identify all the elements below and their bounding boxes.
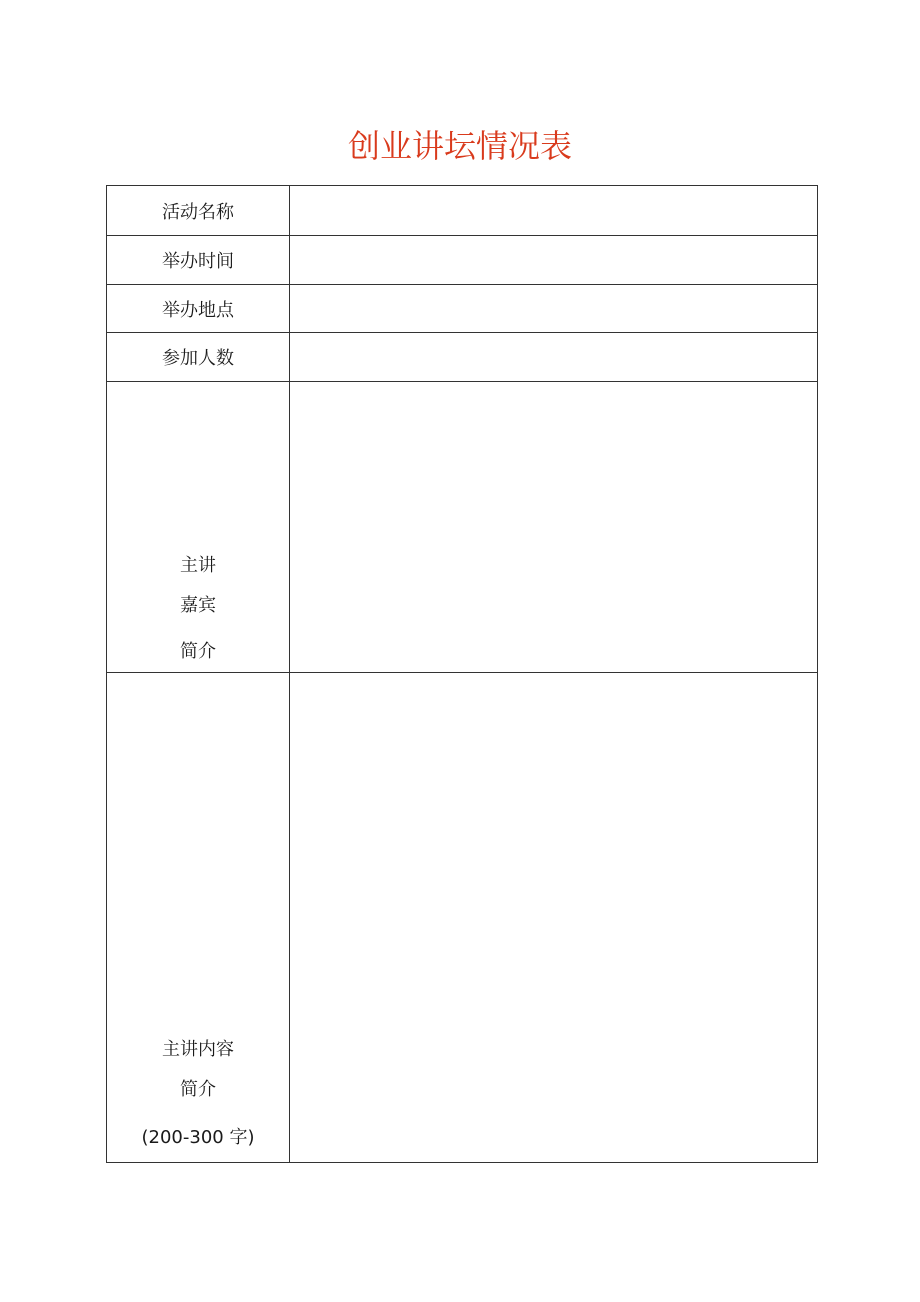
location-field[interactable] <box>290 285 818 333</box>
row-label: 活动名称 <box>107 186 290 236</box>
time-field[interactable] <box>290 236 818 285</box>
table-row-attendees <box>107 333 818 382</box>
content-intro-label <box>107 673 290 1163</box>
table-row-speaker-intro <box>107 382 818 673</box>
speaker-intro-field[interactable] <box>290 382 818 673</box>
speaker-intro-label <box>107 382 290 673</box>
label-line: 主讲内容 <box>162 1039 234 1060</box>
label-line: 简介 <box>180 641 216 662</box>
attendees-field[interactable] <box>290 333 818 382</box>
table-row-activity-name <box>107 186 818 236</box>
row-label: 举办时间 <box>107 236 290 285</box>
activity-name-field[interactable] <box>290 186 818 236</box>
row-label: 参加人数 <box>107 333 290 382</box>
content-intro-field[interactable] <box>290 673 818 1163</box>
label-line: 嘉宾 <box>180 595 216 616</box>
page-title: 创业讲坛情况表 <box>347 127 572 165</box>
label-line: 简介 <box>180 1079 216 1100</box>
row-label: 举办地点 <box>107 285 290 333</box>
activity-form-table <box>106 185 818 1163</box>
table-row-time <box>107 236 818 285</box>
label-line: (200-300 字) <box>141 1127 255 1148</box>
table-row-location <box>107 285 818 333</box>
table-row-content-intro <box>107 673 818 1163</box>
label-line: 主讲 <box>180 555 216 576</box>
